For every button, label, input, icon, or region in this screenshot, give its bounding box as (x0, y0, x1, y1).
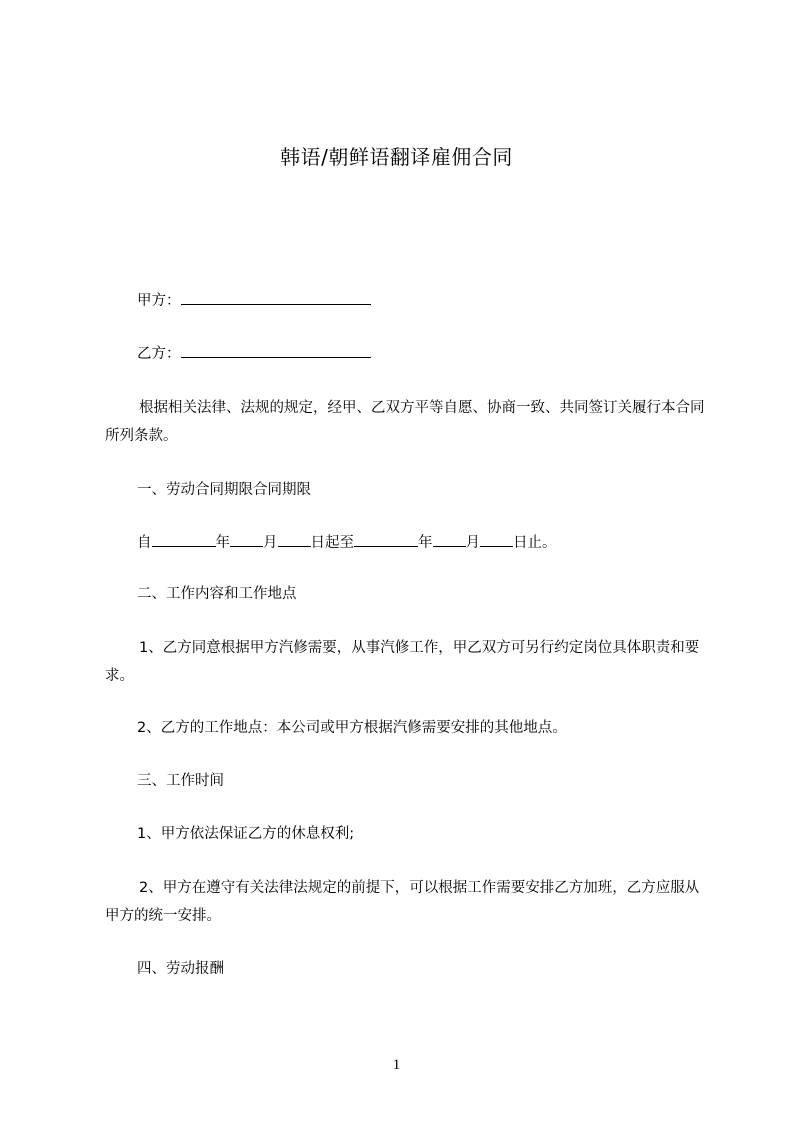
party-a-blank[interactable] (181, 288, 371, 305)
term-month1: 月 (263, 535, 278, 551)
start-year-blank[interactable] (152, 530, 216, 547)
end-day-blank[interactable] (480, 530, 513, 547)
document-title: 韩语/朝鲜语翻译雇佣合同 (280, 145, 513, 169)
section3-item1: 1、甲方依法保证乙方的休息权利; (137, 826, 355, 842)
party-a-label: 甲方： (137, 293, 181, 309)
term-day-end: 日止。 (513, 535, 557, 551)
term-year1: 年 (215, 535, 230, 551)
start-day-blank[interactable] (278, 530, 311, 547)
party-b-line (137, 340, 371, 368)
term-month2: 月 (465, 535, 480, 551)
start-month-blank[interactable] (230, 530, 263, 547)
term-day-to: 日起至 (310, 535, 354, 551)
section1-heading: 一、劳动合同期限合同期限 (137, 482, 311, 498)
section2-item2: 2、乙方的工作地点：本公司或甲方根据汽修需要安排的其他地点。 (137, 720, 567, 736)
party-b-blank[interactable] (181, 341, 371, 358)
party-a-line (137, 287, 371, 315)
page-number: 1 (392, 1057, 401, 1073)
section3-heading: 三、工作时间 (137, 773, 224, 789)
section3-item2: 2、甲方在遵守有关法律法规定的前提下，可以根据工作需要安排乙方加班，乙方应服从甲方的统一安排。 (105, 880, 700, 924)
end-year-blank[interactable] (354, 530, 418, 547)
section2-heading: 二、工作内容和工作地点 (137, 586, 297, 602)
term-line (137, 529, 557, 557)
end-month-blank[interactable] (433, 530, 466, 547)
section4-heading: 四、劳动报酬 (137, 961, 224, 977)
term-from: 自 (137, 535, 152, 551)
section2-item1: 1、乙方同意根据甲方汽修需要，从事汽修工作，甲乙双方可另行约定岗位具体职责和要求。 (105, 640, 700, 684)
party-b-label: 乙方： (137, 346, 181, 362)
term-year2: 年 (418, 535, 433, 551)
intro-paragraph: 根据相关法律、法规的规定，经甲、乙双方平等自愿、协商一致、共同签订关履行本合同所列条款。 (105, 400, 705, 444)
